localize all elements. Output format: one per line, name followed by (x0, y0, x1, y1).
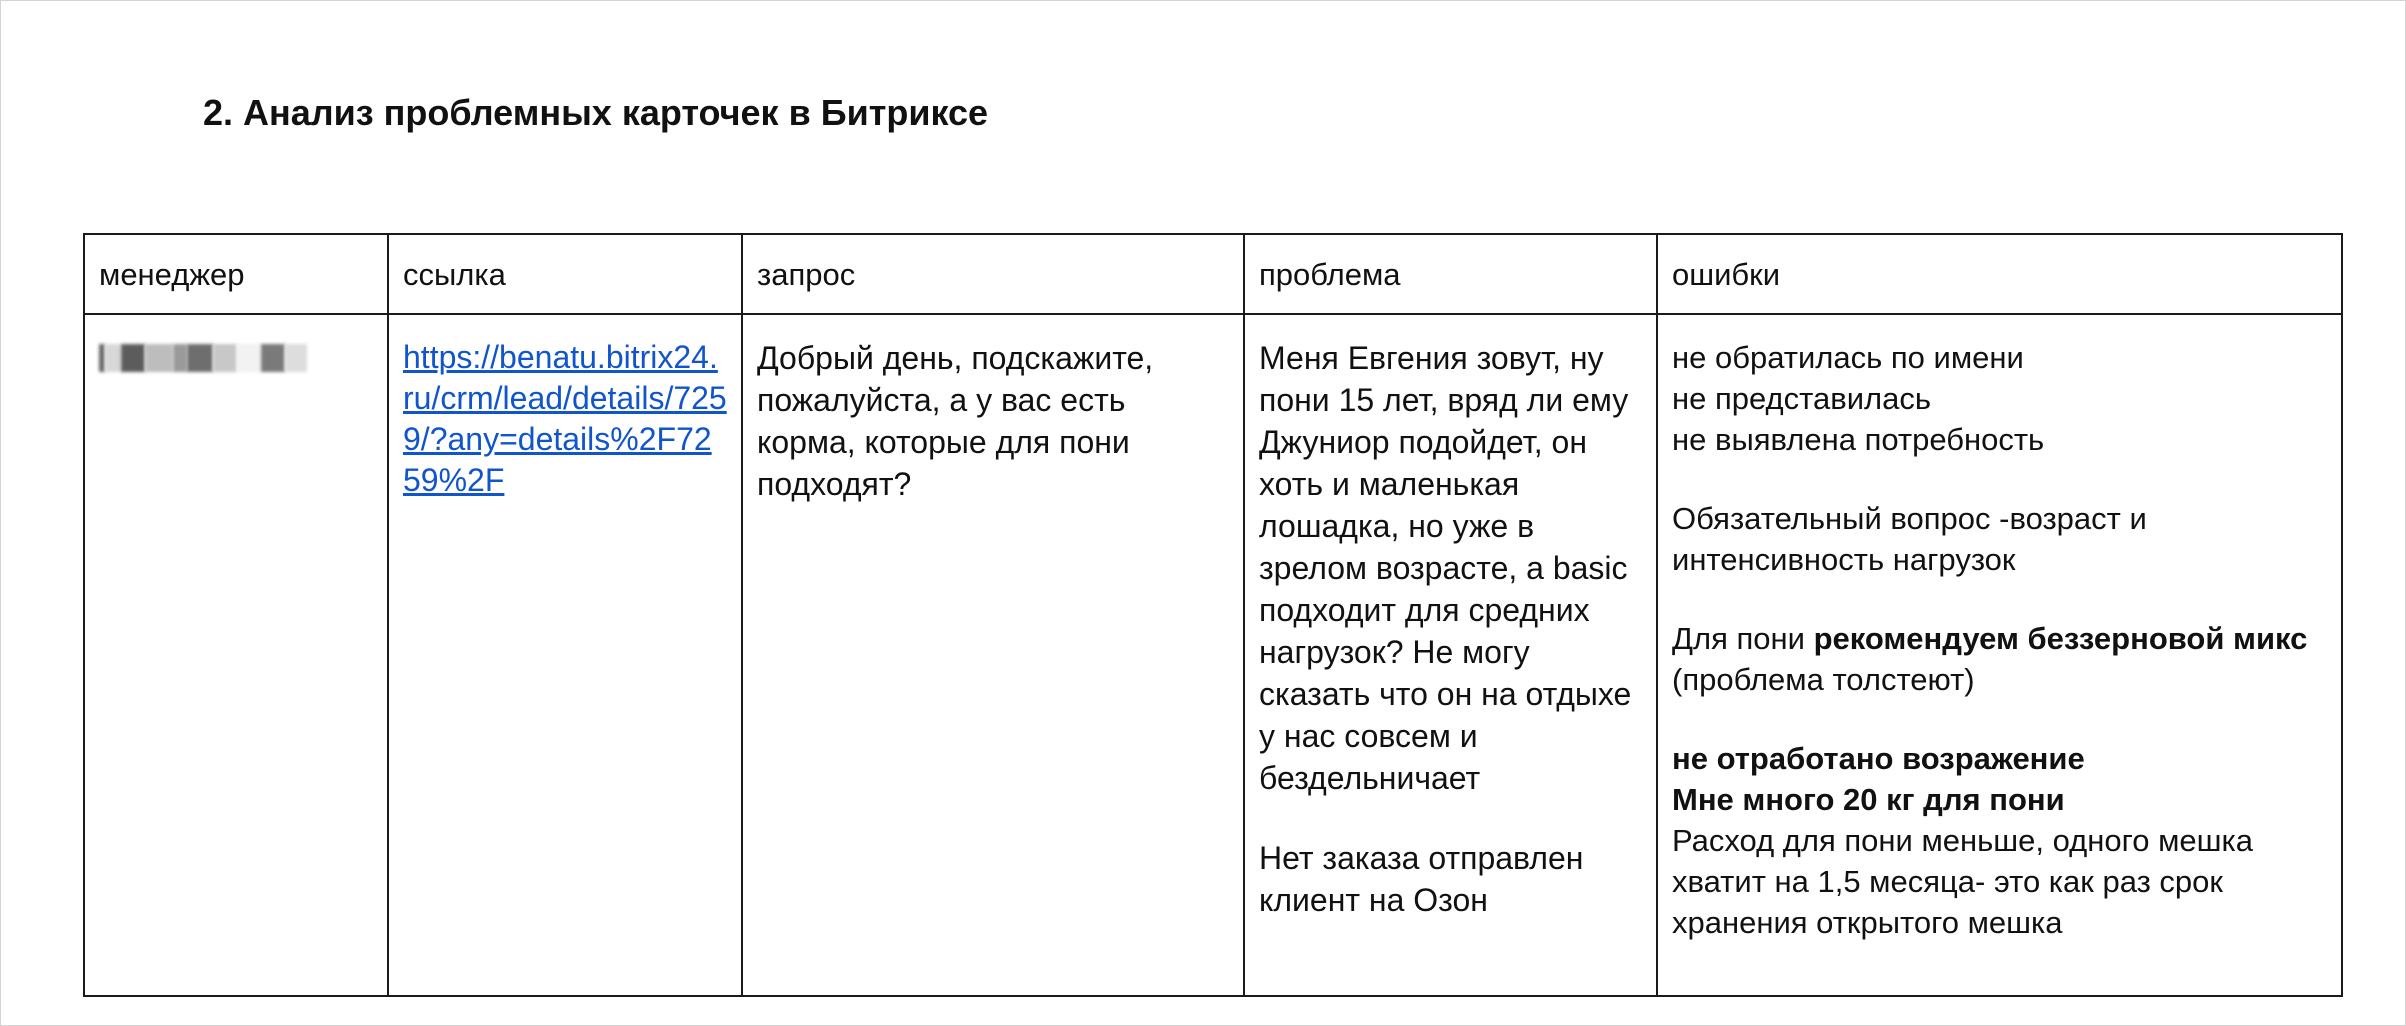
header-request: запрос (742, 234, 1244, 314)
cell-problem (1244, 314, 1657, 996)
cell-errors (1657, 314, 2342, 996)
redacted-manager-name (99, 343, 373, 373)
error-line: не обратилась по имени (1672, 340, 2024, 375)
table-header-row (84, 234, 2342, 314)
cell-request (742, 314, 1244, 996)
cell-link (388, 314, 742, 996)
problem-outcome: Нет заказа отправлен клиент на Озон (1259, 840, 1584, 918)
problem-cards-table (83, 233, 2343, 997)
cell-manager (84, 314, 388, 996)
objection-quote: Мне много 20 кг для пони (1672, 782, 2065, 817)
required-question-note: Обязательный вопрос -возраст и интенсивность нагрузок (1672, 501, 2147, 577)
error-line: не выявлена потребность (1672, 422, 2045, 457)
problem-text: Меня Евгения зовут, ну пони 15 лет, вряд ли ему Джуниор подойдет, он хоть и маленькая лошадка, но уже в зрелом возрасте, а basic подходит для средних нагрузок? Не могу сказать что он на отдыхе у нас совсем и бездельничает (1259, 340, 1632, 796)
header-errors: ошибки (1657, 234, 2342, 314)
header-manager: менеджер (84, 234, 388, 314)
section-heading: 2. Анализ проблемных карточек в Битриксе (203, 92, 989, 133)
header-problem: проблема (1244, 234, 1657, 314)
lead-link[interactable]: https://benatu.bitrix24.ru/crm/lead/details/7259/?any=details%2F7259%2F (403, 339, 727, 498)
request-text: Добрый день, подскажите, пожалуйста, а у вас есть корма, которые для пони подходят? (757, 340, 1154, 502)
header-link: ссылка (388, 234, 742, 314)
recommendation-note: Для пони рекомендуем беззерновой микс (проблема толстеют) (1672, 621, 2308, 697)
table-row (84, 314, 2342, 996)
objection-title: не отработано возражение (1672, 741, 2085, 776)
objection-response: Расход для пони меньше, одного мешка хватит на 1,5 месяца- это как раз срок хранения открытого мешка (1672, 823, 2254, 940)
error-line: не представилась (1672, 381, 1932, 416)
